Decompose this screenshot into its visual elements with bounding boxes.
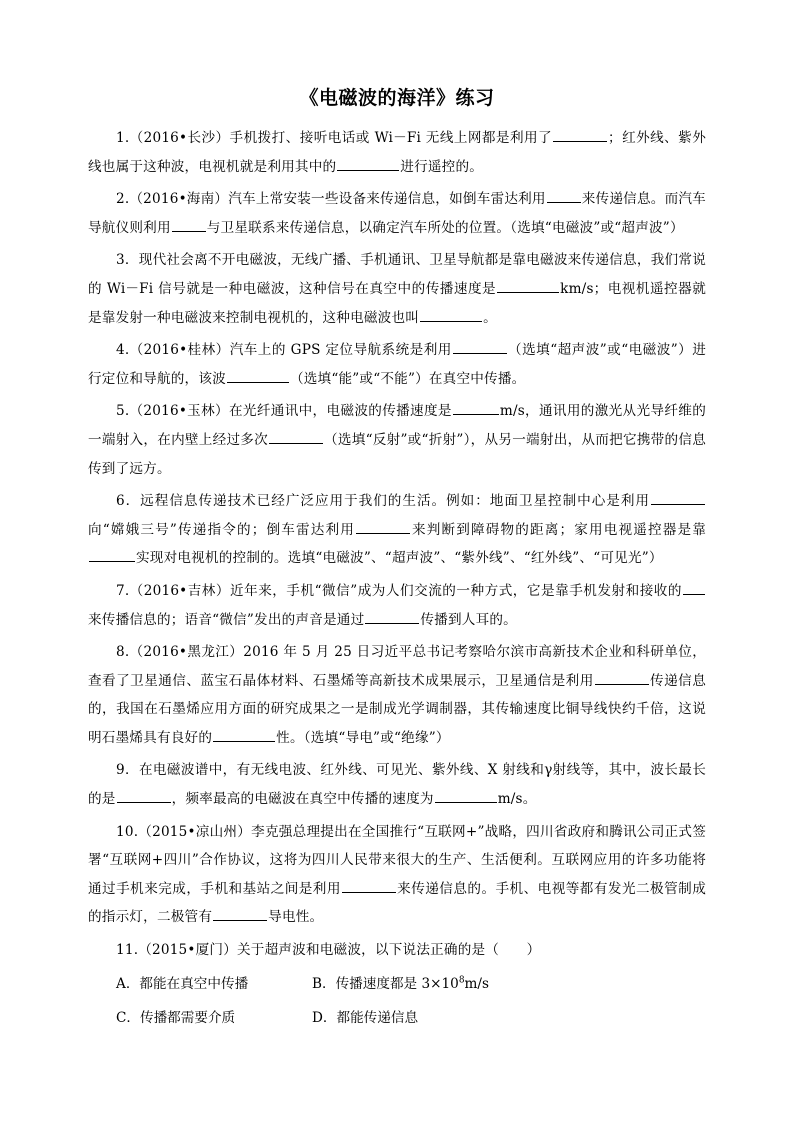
question-7: 7.（2016•吉林）近年来，手机“微信”成为人们交流的一种方式，它是靠手机发射和接收的来传播信息的；语音“微信”发出的声音是通过 传播到人耳的。 — [88, 577, 706, 634]
answer-blank[interactable] — [342, 878, 396, 893]
answer-blank[interactable] — [497, 278, 559, 293]
question-9: 9．在电磁波谱中，有无线电波、红外线、可见光、紫外线、X 射线和γ射线等，其中，波长最长的是 ，频率最高的电磁波在真空中传播的速度为 m/s。 — [88, 762, 706, 808]
answer-blank[interactable] — [337, 156, 399, 171]
option-c[interactable]: C．传播都需要介质 — [116, 1009, 236, 1026]
answer-blank[interactable] — [213, 906, 267, 921]
question-8: 8.（2016•黑龙江）2016 年 5 月 25 日习近平总书记考察哈尔滨市高新技术企业和科研单位，查看了卫星通信、蓝宝石晶体材料、石墨烯等高新技术成果展示，卫星通信是利用 传递信息的，我国在石墨烯应用方面的研究成果之一是制成光学调制器，其传输速度比铜导线快约千倍，这说明石墨烯具有良好的 性。（选填“导电”或“绝缘”） — [88, 644, 706, 746]
question-3: 3．现代社会离不开电磁波，无线广播、手机通讯、卫星导航都是靠电磁波来传递信息，我们常说的 Wi－Fi 信号就是一种电磁波，这种信号在真空中的传播速度是 km/s；电视机遥控器就是靠发射一种电磁波来控制电视机的，这种电磁波也叫 。 — [88, 252, 706, 326]
question-4: 4.（2016•桂林）汽车上的 GPS 定位导航系统是利用 （选填“超声波”或“电磁波”）进行定位和导航的，该波 （选填“能”或“不能”）在真空中传播。 — [88, 336, 706, 393]
answer-blank[interactable] — [651, 490, 705, 505]
answer-blank[interactable] — [547, 188, 581, 203]
answer-blank[interactable] — [453, 400, 499, 415]
answer-blank[interactable] — [683, 580, 705, 595]
answer-blank[interactable] — [435, 788, 497, 803]
worksheet-page — [88, 84, 706, 1037]
answer-blank[interactable] — [89, 547, 135, 562]
option-a[interactable]: A．都能在真空中传播 — [116, 975, 249, 992]
option-d[interactable]: D．都能传递信息 — [312, 1009, 419, 1026]
answer-blank[interactable] — [365, 609, 419, 624]
answer-blank[interactable] — [269, 429, 323, 444]
answer-blank[interactable] — [553, 127, 607, 142]
question-5: 5.（2016•玉林）在光纤通讯中，电磁波的传播速度是 m/s，通讯用的激光从光导纤维的一端射入，在内壁上经过多次 （选填“反射”或“折射”），从另一端射出，从而把它携带的信息传到了远方。 — [88, 397, 706, 483]
answer-blank[interactable] — [595, 670, 649, 685]
answer-blank[interactable] — [453, 339, 507, 354]
question-6: 6．远程信息传递技术已经广泛应用于我们的生活。例如：地面卫星控制中心是利用向“嫦娥三号”传递指令的；倒车雷达利用 来判断到障碍物的距离；家用电视遥控器是靠实现对电视机的控制的。选填“电磁波”、“超声波”、“紫外线”、“红外线”、“可见光”） — [88, 487, 706, 573]
answer-blank[interactable] — [117, 788, 171, 803]
question-11-options — [88, 969, 706, 1033]
question-11: 11.（2015•厦门）关于超声波和电磁波，以下说法正确的是（ ） — [116, 942, 541, 959]
answer-blank[interactable] — [420, 307, 482, 322]
answer-blank[interactable] — [356, 519, 410, 534]
answer-blank[interactable] — [213, 727, 275, 742]
question-2: 2.（2016•海南）汽车上常安装一些设备来传递信息，如倒车雷达利用 来传递信息。而汽车导航仪则利用 与卫星联系来传递信息，以确定汽车所处的位置。（选填“电磁波”或“超声波”） — [88, 185, 706, 242]
answer-blank[interactable] — [172, 217, 206, 232]
page-title: 《电磁波的海洋》练习 — [299, 87, 495, 109]
option-b[interactable]: B．传播速度都是 $3\times 10^8m/s$ — [312, 975, 489, 992]
question-10: 10.（2015•凉山州）李克强总理提出在全国推行“互联网+”战略，四川省政府和腾讯公司正式签署“互联网+四川”合作协议，这将为四川人民带来很大的生产、生活便利。互联网应用的许多功能将通过手机来完成，手机和基站之间是利用 来传递信息的。手机、电视等都有发光二极管制成的指示灯，二极管有 导电性。 — [88, 823, 706, 926]
answer-blank[interactable] — [227, 368, 289, 383]
question-1: 1.（2016•长沙）手机拨打、接听电话或 Wi－Fi 无线上网都是利用了 ；红外线、紫外线也属于这种波，电视机就是利用其中的 进行遥控的。 — [88, 124, 706, 181]
